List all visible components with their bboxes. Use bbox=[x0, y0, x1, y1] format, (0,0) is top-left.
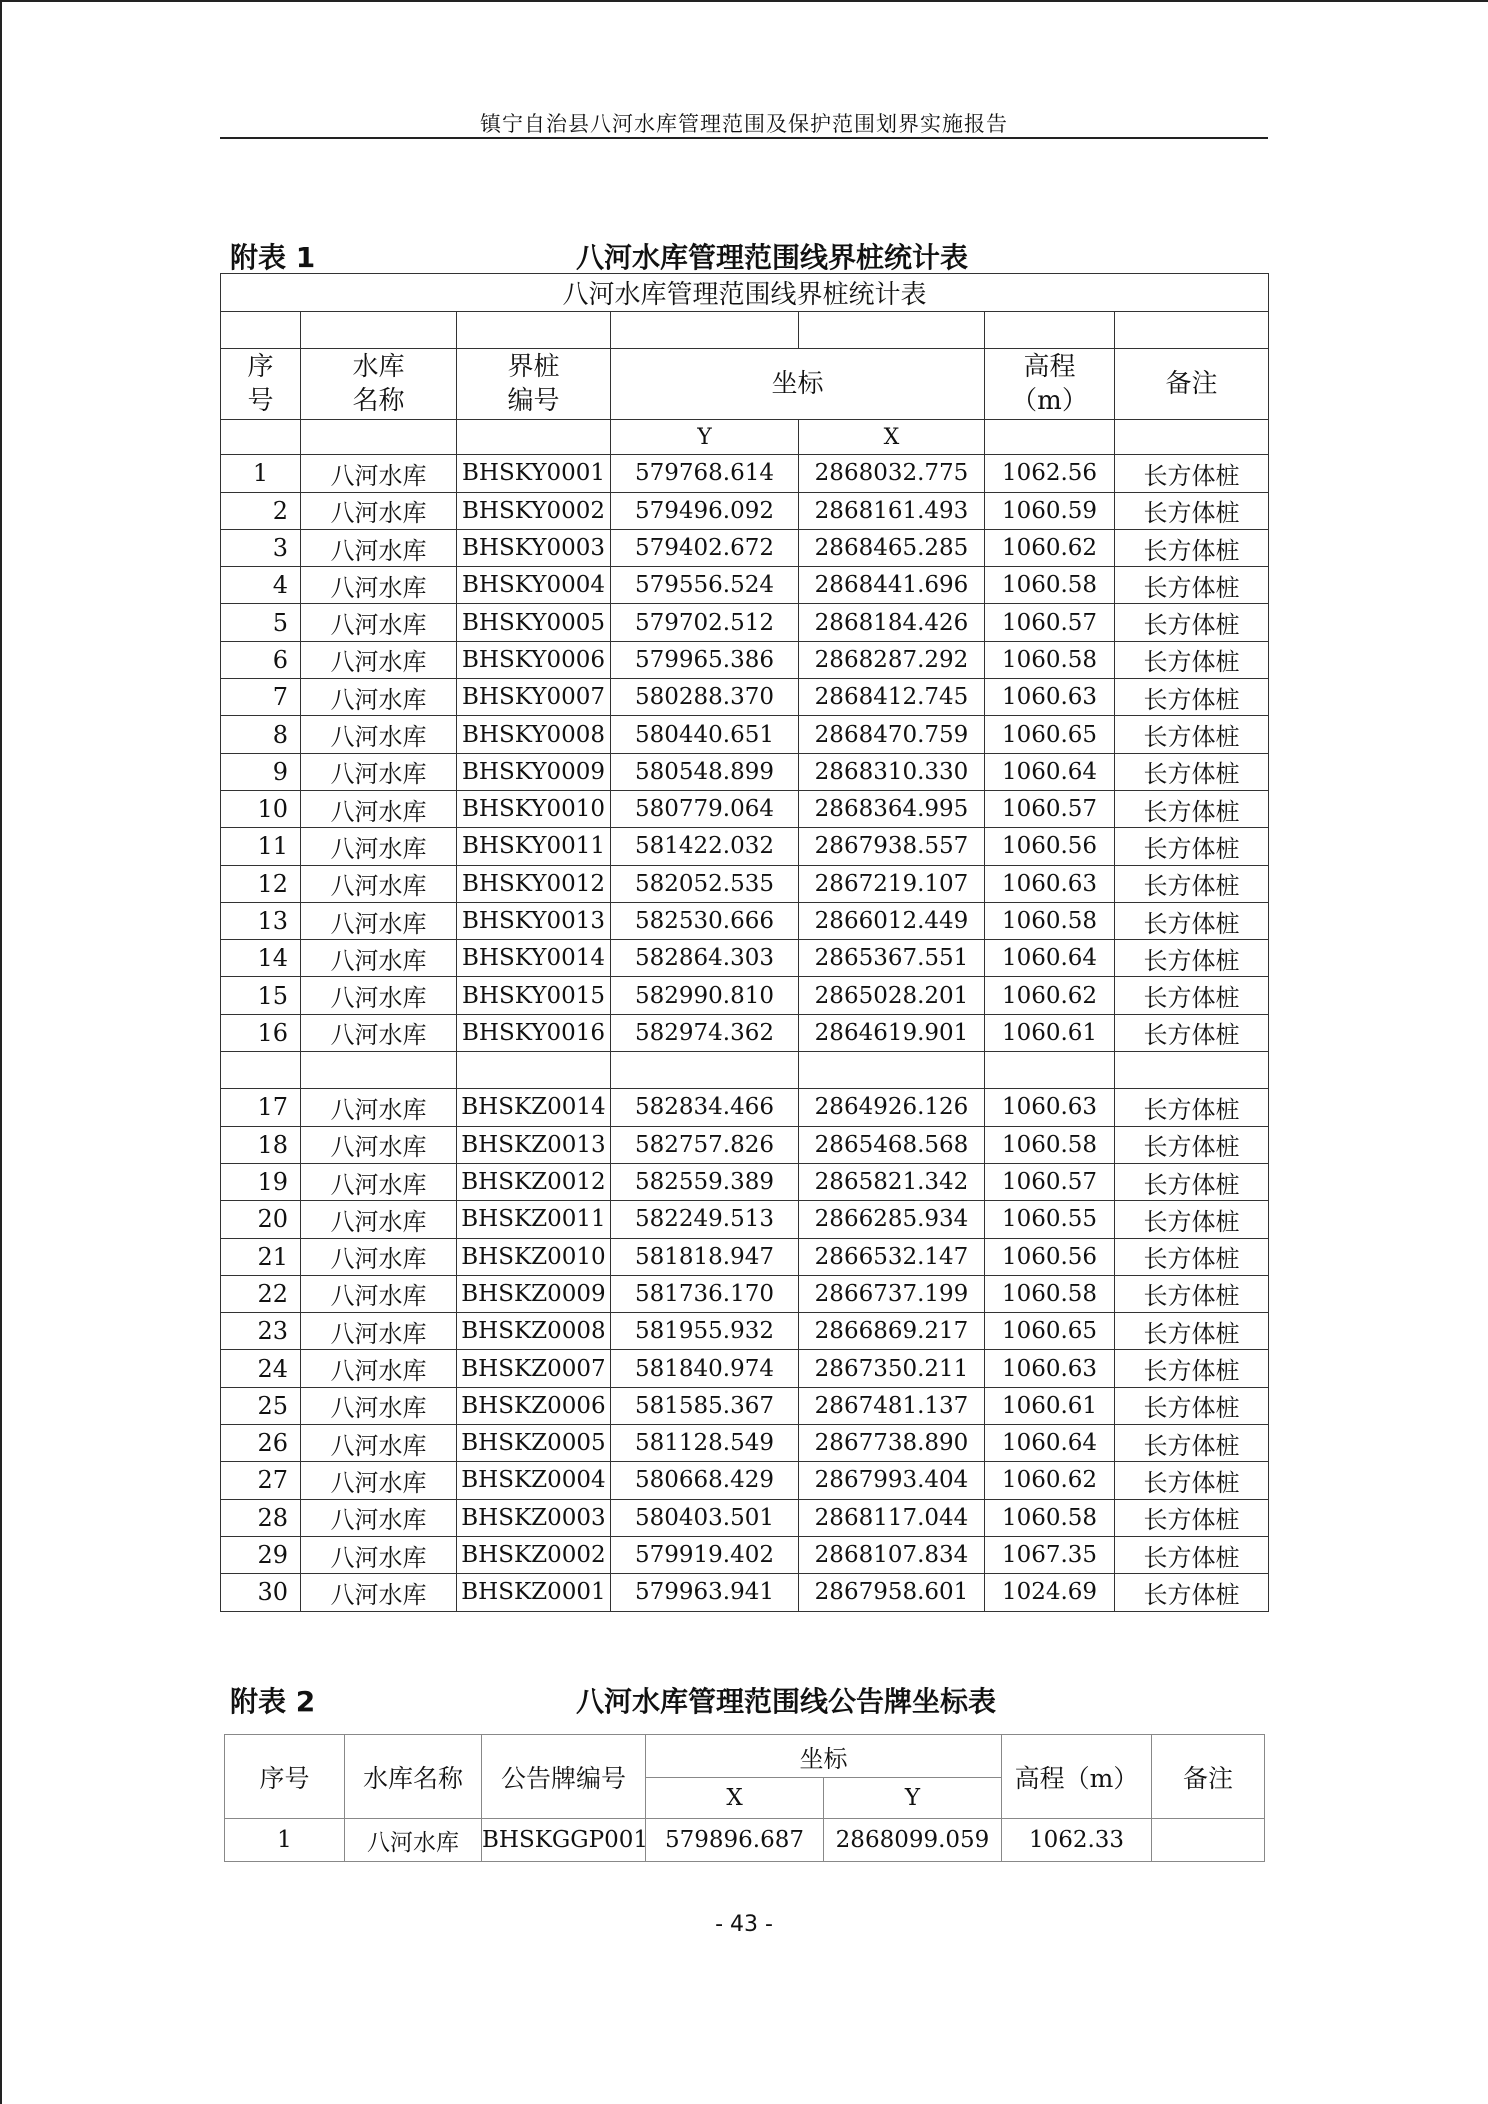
table-row bbox=[225, 1819, 1265, 1862]
cell-x: 2868107.834 bbox=[799, 1536, 985, 1573]
cell-note: 长方体桩 bbox=[1115, 828, 1269, 865]
blank-cell bbox=[985, 420, 1115, 455]
table-row bbox=[221, 1313, 1269, 1350]
t2-header-x: X bbox=[646, 1778, 824, 1819]
cell-y: 581955.932 bbox=[611, 1313, 799, 1350]
table-row bbox=[221, 529, 1269, 566]
cell-pile-id: BHSKY0004 bbox=[457, 567, 611, 604]
cell-x: 2868032.775 bbox=[799, 455, 985, 492]
t2-header-coord: 坐标 bbox=[646, 1735, 1002, 1778]
cell-reservoir: 八河水库 bbox=[301, 1089, 457, 1126]
cell-x: 2868117.044 bbox=[799, 1499, 985, 1536]
table1-caption: 八河水库管理范围线界桩统计表 bbox=[221, 274, 1269, 312]
cell-reservoir: 八河水库 bbox=[301, 679, 457, 716]
cell-y: 582757.826 bbox=[611, 1126, 799, 1163]
cell-elevation: 1060.65 bbox=[985, 1313, 1115, 1350]
cell-reservoir bbox=[301, 1052, 457, 1089]
cell-y: 579496.092 bbox=[611, 492, 799, 529]
sign-coordinate-table bbox=[224, 1734, 1265, 1862]
cell-seq: 5 bbox=[221, 604, 301, 641]
cell-pile-id: BHSKY0003 bbox=[457, 529, 611, 566]
cell-y: 582974.362 bbox=[611, 1014, 799, 1051]
table2-label: 附表 2 bbox=[230, 1685, 316, 1718]
cell-x: 2868184.426 bbox=[799, 604, 985, 641]
cell-x: 2866012.449 bbox=[799, 902, 985, 939]
cell-reservoir: 八河水库 bbox=[301, 641, 457, 678]
cell-y: 579919.402 bbox=[611, 1536, 799, 1573]
cell-x: 2865468.568 bbox=[799, 1126, 985, 1163]
cell-seq: 11 bbox=[221, 828, 301, 865]
pile-statistics-table bbox=[220, 273, 1269, 1612]
cell-reservoir: 八河水库 bbox=[301, 1387, 457, 1424]
cell-pile-id bbox=[457, 1052, 611, 1089]
cell-reservoir: 八河水库 bbox=[301, 902, 457, 939]
blank-cell bbox=[301, 312, 457, 349]
header-seq: 序号 bbox=[221, 349, 301, 420]
cell-seq: 19 bbox=[221, 1163, 301, 1200]
cell-x: 2868364.995 bbox=[799, 790, 985, 827]
blank-cell bbox=[799, 312, 985, 349]
cell-y: 582864.303 bbox=[611, 940, 799, 977]
cell-x: 2867958.601 bbox=[799, 1574, 985, 1611]
cell-y: 581422.032 bbox=[611, 828, 799, 865]
cell-elevation: 1060.57 bbox=[985, 1163, 1115, 1200]
cell-note: 长方体桩 bbox=[1115, 753, 1269, 790]
table2-title: 八河水库管理范围线公告牌坐标表 bbox=[576, 1685, 997, 1718]
cell-y: 579702.512 bbox=[611, 604, 799, 641]
table-row bbox=[221, 567, 1269, 604]
cell-note: 长方体桩 bbox=[1115, 902, 1269, 939]
header-coord: 坐标 bbox=[611, 349, 985, 420]
cell-elevation: 1060.56 bbox=[985, 1238, 1115, 1275]
table-row bbox=[221, 1536, 1269, 1573]
table-row bbox=[221, 902, 1269, 939]
cell-reservoir: 八河水库 bbox=[301, 455, 457, 492]
cell-reservoir: 八河水库 bbox=[301, 1499, 457, 1536]
cell-note: 长方体桩 bbox=[1115, 716, 1269, 753]
cell-note: 长方体桩 bbox=[1115, 790, 1269, 827]
cell-seq: 26 bbox=[221, 1425, 301, 1462]
header-x: X bbox=[799, 420, 985, 455]
cell-seq: 22 bbox=[221, 1275, 301, 1312]
page-left-border bbox=[0, 0, 2, 2104]
running-header: 镇宁自治县八河水库管理范围及保护范围划界实施报告 bbox=[480, 112, 1008, 136]
cell-seq: 27 bbox=[221, 1462, 301, 1499]
cell-seq: 1 bbox=[221, 455, 301, 492]
cell-pile-id: BHSKY0015 bbox=[457, 977, 611, 1014]
cell-elevation: 1060.61 bbox=[985, 1014, 1115, 1051]
cell-y: 582052.535 bbox=[611, 865, 799, 902]
cell-y: 582834.466 bbox=[611, 1089, 799, 1126]
t2-cell-sign-id: BHSKGGP001 bbox=[482, 1819, 646, 1862]
table-row bbox=[221, 1163, 1269, 1200]
cell-elevation: 1060.56 bbox=[985, 828, 1115, 865]
cell-y: 580403.501 bbox=[611, 1499, 799, 1536]
cell-elevation: 1060.59 bbox=[985, 492, 1115, 529]
cell-x bbox=[799, 1052, 985, 1089]
cell-pile-id: BHSKY0007 bbox=[457, 679, 611, 716]
cell-reservoir: 八河水库 bbox=[301, 1350, 457, 1387]
cell-y: 582559.389 bbox=[611, 1163, 799, 1200]
cell-x: 2868287.292 bbox=[799, 641, 985, 678]
cell-pile-id: BHSKZ0001 bbox=[457, 1574, 611, 1611]
cell-x: 2864619.901 bbox=[799, 1014, 985, 1051]
cell-y: 580288.370 bbox=[611, 679, 799, 716]
table-row bbox=[221, 977, 1269, 1014]
cell-y: 581585.367 bbox=[611, 1387, 799, 1424]
table1-title: 八河水库管理范围线界桩统计表 bbox=[576, 241, 969, 274]
cell-y: 581128.549 bbox=[611, 1425, 799, 1462]
cell-reservoir: 八河水库 bbox=[301, 604, 457, 641]
cell-elevation: 1024.69 bbox=[985, 1574, 1115, 1611]
cell-reservoir: 八河水库 bbox=[301, 1275, 457, 1312]
table-row bbox=[221, 1574, 1269, 1611]
cell-seq: 29 bbox=[221, 1536, 301, 1573]
cell-note: 长方体桩 bbox=[1115, 977, 1269, 1014]
cell-pile-id: BHSKZ0014 bbox=[457, 1089, 611, 1126]
cell-y: 581840.974 bbox=[611, 1350, 799, 1387]
cell-note: 长方体桩 bbox=[1115, 1536, 1269, 1573]
cell-y: 579963.941 bbox=[611, 1574, 799, 1611]
t2-cell-y: 2868099.059 bbox=[824, 1819, 1002, 1862]
cell-reservoir: 八河水库 bbox=[301, 865, 457, 902]
cell-seq: 3 bbox=[221, 529, 301, 566]
cell-pile-id: BHSKY0008 bbox=[457, 716, 611, 753]
cell-pile-id: BHSKZ0011 bbox=[457, 1201, 611, 1238]
cell-elevation: 1060.64 bbox=[985, 753, 1115, 790]
t2-header-y: Y bbox=[824, 1778, 1002, 1819]
table-row bbox=[221, 1238, 1269, 1275]
cell-elevation: 1060.58 bbox=[985, 1126, 1115, 1163]
t2-header-seq: 序号 bbox=[225, 1735, 345, 1819]
cell-x: 2866737.199 bbox=[799, 1275, 985, 1312]
cell-elevation: 1060.58 bbox=[985, 1499, 1115, 1536]
blank-cell bbox=[457, 312, 611, 349]
cell-pile-id: BHSKZ0013 bbox=[457, 1126, 611, 1163]
cell-elevation: 1060.58 bbox=[985, 641, 1115, 678]
cell-seq: 30 bbox=[221, 1574, 301, 1611]
cell-elevation: 1060.61 bbox=[985, 1387, 1115, 1424]
t2-header-elev: 高程（m） bbox=[1002, 1735, 1152, 1819]
cell-elevation: 1067.35 bbox=[985, 1536, 1115, 1573]
cell-note: 长方体桩 bbox=[1115, 940, 1269, 977]
header-pile: 界桩编号 bbox=[457, 349, 611, 420]
cell-note bbox=[1115, 1052, 1269, 1089]
cell-y: 579768.614 bbox=[611, 455, 799, 492]
blank-cell bbox=[221, 420, 301, 455]
table-row bbox=[221, 641, 1269, 678]
cell-reservoir: 八河水库 bbox=[301, 940, 457, 977]
cell-pile-id: BHSKZ0005 bbox=[457, 1425, 611, 1462]
table-row bbox=[221, 865, 1269, 902]
cell-pile-id: BHSKZ0008 bbox=[457, 1313, 611, 1350]
cell-x: 2865028.201 bbox=[799, 977, 985, 1014]
cell-pile-id: BHSKZ0006 bbox=[457, 1387, 611, 1424]
cell-reservoir: 八河水库 bbox=[301, 790, 457, 827]
cell-elevation: 1060.63 bbox=[985, 1089, 1115, 1126]
cell-x: 2867738.890 bbox=[799, 1425, 985, 1462]
cell-reservoir: 八河水库 bbox=[301, 529, 457, 566]
header-y: Y bbox=[611, 420, 799, 455]
cell-note: 长方体桩 bbox=[1115, 1313, 1269, 1350]
cell-note: 长方体桩 bbox=[1115, 865, 1269, 902]
table-row bbox=[221, 1425, 1269, 1462]
t2-header-reservoir: 水库名称 bbox=[345, 1735, 482, 1819]
cell-y: 579402.672 bbox=[611, 529, 799, 566]
cell-elevation: 1060.57 bbox=[985, 790, 1115, 827]
cell-seq: 2 bbox=[221, 492, 301, 529]
blank-cell bbox=[985, 312, 1115, 349]
cell-y: 580668.429 bbox=[611, 1462, 799, 1499]
cell-reservoir: 八河水库 bbox=[301, 1462, 457, 1499]
cell-elevation: 1060.65 bbox=[985, 716, 1115, 753]
cell-seq: 14 bbox=[221, 940, 301, 977]
cell-seq: 12 bbox=[221, 865, 301, 902]
cell-elevation: 1060.63 bbox=[985, 679, 1115, 716]
cell-y bbox=[611, 1052, 799, 1089]
blank-cell bbox=[611, 312, 799, 349]
cell-seq: 18 bbox=[221, 1126, 301, 1163]
cell-seq: 15 bbox=[221, 977, 301, 1014]
cell-elevation: 1060.58 bbox=[985, 902, 1115, 939]
cell-pile-id: BHSKZ0009 bbox=[457, 1275, 611, 1312]
table-row bbox=[221, 753, 1269, 790]
table-row bbox=[221, 679, 1269, 716]
cell-pile-id: BHSKZ0007 bbox=[457, 1350, 611, 1387]
cell-reservoir: 八河水库 bbox=[301, 1536, 457, 1573]
cell-elevation: 1060.57 bbox=[985, 604, 1115, 641]
cell-y: 582249.513 bbox=[611, 1201, 799, 1238]
cell-pile-id: BHSKZ0012 bbox=[457, 1163, 611, 1200]
cell-x: 2868470.759 bbox=[799, 716, 985, 753]
cell-note: 长方体桩 bbox=[1115, 455, 1269, 492]
cell-note: 长方体桩 bbox=[1115, 1238, 1269, 1275]
cell-note: 长方体桩 bbox=[1115, 492, 1269, 529]
header-reservoir: 水库名称 bbox=[301, 349, 457, 420]
table-row bbox=[221, 940, 1269, 977]
cell-reservoir: 八河水库 bbox=[301, 1425, 457, 1462]
cell-x: 2868161.493 bbox=[799, 492, 985, 529]
table-row bbox=[221, 1275, 1269, 1312]
cell-pile-id: BHSKY0013 bbox=[457, 902, 611, 939]
cell-elevation: 1060.62 bbox=[985, 1462, 1115, 1499]
cell-elevation: 1060.62 bbox=[985, 977, 1115, 1014]
cell-y: 581818.947 bbox=[611, 1238, 799, 1275]
table-row bbox=[221, 828, 1269, 865]
table-row bbox=[221, 1462, 1269, 1499]
blank-cell bbox=[457, 420, 611, 455]
cell-note: 长方体桩 bbox=[1115, 604, 1269, 641]
t2-cell-note bbox=[1152, 1819, 1265, 1862]
cell-note: 长方体桩 bbox=[1115, 1499, 1269, 1536]
page-top-border bbox=[0, 0, 1488, 2]
cell-pile-id: BHSKY0001 bbox=[457, 455, 611, 492]
cell-note: 长方体桩 bbox=[1115, 1462, 1269, 1499]
cell-pile-id: BHSKY0005 bbox=[457, 604, 611, 641]
cell-pile-id: BHSKZ0002 bbox=[457, 1536, 611, 1573]
cell-seq: 25 bbox=[221, 1387, 301, 1424]
cell-elevation: 1060.58 bbox=[985, 1275, 1115, 1312]
cell-reservoir: 八河水库 bbox=[301, 1201, 457, 1238]
cell-reservoir: 八河水库 bbox=[301, 567, 457, 604]
cell-elevation: 1060.63 bbox=[985, 1350, 1115, 1387]
table1-label: 附表 1 bbox=[230, 241, 316, 274]
cell-note: 长方体桩 bbox=[1115, 1014, 1269, 1051]
cell-pile-id: BHSKY0016 bbox=[457, 1014, 611, 1051]
header-note: 备注 bbox=[1115, 349, 1269, 420]
cell-pile-id: BHSKY0002 bbox=[457, 492, 611, 529]
cell-seq: 28 bbox=[221, 1499, 301, 1536]
cell-seq: 13 bbox=[221, 902, 301, 939]
cell-note: 长方体桩 bbox=[1115, 529, 1269, 566]
cell-reservoir: 八河水库 bbox=[301, 1313, 457, 1350]
header-elev: 高程（m） bbox=[985, 349, 1115, 420]
cell-seq: 10 bbox=[221, 790, 301, 827]
cell-seq: 24 bbox=[221, 1350, 301, 1387]
cell-elevation: 1060.64 bbox=[985, 940, 1115, 977]
cell-elevation: 1060.62 bbox=[985, 529, 1115, 566]
table-row bbox=[221, 1014, 1269, 1051]
cell-note: 长方体桩 bbox=[1115, 1275, 1269, 1312]
cell-pile-id: BHSKY0009 bbox=[457, 753, 611, 790]
cell-pile-id: BHSKY0006 bbox=[457, 641, 611, 678]
cell-note: 长方体桩 bbox=[1115, 641, 1269, 678]
t2-cell-elevation: 1062.33 bbox=[1002, 1819, 1152, 1862]
cell-note: 长方体桩 bbox=[1115, 1387, 1269, 1424]
cell-x: 2867219.107 bbox=[799, 865, 985, 902]
cell-x: 2865367.551 bbox=[799, 940, 985, 977]
cell-seq: 6 bbox=[221, 641, 301, 678]
cell-elevation: 1060.64 bbox=[985, 1425, 1115, 1462]
t2-header-sign: 公告牌编号 bbox=[482, 1735, 646, 1819]
t2-cell-reservoir: 八河水库 bbox=[345, 1819, 482, 1862]
table-row bbox=[221, 1350, 1269, 1387]
cell-y: 580440.651 bbox=[611, 716, 799, 753]
cell-note: 长方体桩 bbox=[1115, 1201, 1269, 1238]
blank-cell bbox=[301, 420, 457, 455]
cell-x: 2864926.126 bbox=[799, 1089, 985, 1126]
cell-x: 2868310.330 bbox=[799, 753, 985, 790]
cell-reservoir: 八河水库 bbox=[301, 1238, 457, 1275]
cell-x: 2868465.285 bbox=[799, 529, 985, 566]
cell-note: 长方体桩 bbox=[1115, 1574, 1269, 1611]
cell-x: 2867481.137 bbox=[799, 1387, 985, 1424]
cell-note: 长方体桩 bbox=[1115, 1425, 1269, 1462]
table-row bbox=[221, 1052, 1269, 1089]
cell-seq: 20 bbox=[221, 1201, 301, 1238]
cell-x: 2867350.211 bbox=[799, 1350, 985, 1387]
cell-x: 2866532.147 bbox=[799, 1238, 985, 1275]
blank-cell bbox=[221, 312, 301, 349]
cell-note: 长方体桩 bbox=[1115, 567, 1269, 604]
cell-pile-id: BHSKZ0010 bbox=[457, 1238, 611, 1275]
cell-x: 2865821.342 bbox=[799, 1163, 985, 1200]
cell-pile-id: BHSKY0012 bbox=[457, 865, 611, 902]
cell-elevation bbox=[985, 1052, 1115, 1089]
cell-y: 582990.810 bbox=[611, 977, 799, 1014]
cell-note: 长方体桩 bbox=[1115, 1126, 1269, 1163]
blank-cell bbox=[1115, 312, 1269, 349]
table-row bbox=[221, 455, 1269, 492]
cell-x: 2868441.696 bbox=[799, 567, 985, 604]
t2-cell-seq: 1 bbox=[225, 1819, 345, 1862]
cell-reservoir: 八河水库 bbox=[301, 492, 457, 529]
cell-y: 581736.170 bbox=[611, 1275, 799, 1312]
cell-elevation: 1060.55 bbox=[985, 1201, 1115, 1238]
cell-seq: 4 bbox=[221, 567, 301, 604]
cell-reservoir: 八河水库 bbox=[301, 1163, 457, 1200]
table-row bbox=[221, 790, 1269, 827]
table-row bbox=[221, 492, 1269, 529]
cell-note: 长方体桩 bbox=[1115, 1163, 1269, 1200]
cell-seq: 21 bbox=[221, 1238, 301, 1275]
cell-y: 580548.899 bbox=[611, 753, 799, 790]
cell-y: 582530.666 bbox=[611, 902, 799, 939]
cell-reservoir: 八河水库 bbox=[301, 977, 457, 1014]
table-row bbox=[221, 1201, 1269, 1238]
cell-reservoir: 八河水库 bbox=[301, 1014, 457, 1051]
page-number: - 43 - bbox=[715, 1912, 773, 1937]
cell-note: 长方体桩 bbox=[1115, 1089, 1269, 1126]
cell-x: 2867993.404 bbox=[799, 1462, 985, 1499]
cell-reservoir: 八河水库 bbox=[301, 716, 457, 753]
t2-cell-x: 579896.687 bbox=[646, 1819, 824, 1862]
cell-reservoir: 八河水库 bbox=[301, 1574, 457, 1611]
cell-seq: 23 bbox=[221, 1313, 301, 1350]
table-row bbox=[221, 1499, 1269, 1536]
cell-pile-id: BHSKY0011 bbox=[457, 828, 611, 865]
table-row bbox=[221, 1126, 1269, 1163]
table-row bbox=[221, 1387, 1269, 1424]
blank-cell bbox=[1115, 420, 1269, 455]
cell-elevation: 1062.56 bbox=[985, 455, 1115, 492]
cell-reservoir: 八河水库 bbox=[301, 753, 457, 790]
cell-seq: 17 bbox=[221, 1089, 301, 1126]
cell-y: 579965.386 bbox=[611, 641, 799, 678]
cell-elevation: 1060.58 bbox=[985, 567, 1115, 604]
cell-pile-id: BHSKZ0003 bbox=[457, 1499, 611, 1536]
cell-seq: 7 bbox=[221, 679, 301, 716]
cell-seq bbox=[221, 1052, 301, 1089]
cell-y: 579556.524 bbox=[611, 567, 799, 604]
table-row bbox=[221, 1089, 1269, 1126]
cell-seq: 9 bbox=[221, 753, 301, 790]
t2-header-note: 备注 bbox=[1152, 1735, 1265, 1819]
table-row bbox=[221, 716, 1269, 753]
table-row bbox=[221, 604, 1269, 641]
cell-reservoir: 八河水库 bbox=[301, 1126, 457, 1163]
cell-note: 长方体桩 bbox=[1115, 679, 1269, 716]
cell-x: 2866869.217 bbox=[799, 1313, 985, 1350]
cell-seq: 8 bbox=[221, 716, 301, 753]
cell-pile-id: BHSKZ0004 bbox=[457, 1462, 611, 1499]
cell-pile-id: BHSKY0010 bbox=[457, 790, 611, 827]
cell-reservoir: 八河水库 bbox=[301, 828, 457, 865]
header-rule bbox=[220, 137, 1268, 139]
cell-note: 长方体桩 bbox=[1115, 1350, 1269, 1387]
cell-y: 580779.064 bbox=[611, 790, 799, 827]
cell-elevation: 1060.63 bbox=[985, 865, 1115, 902]
cell-x: 2868412.745 bbox=[799, 679, 985, 716]
cell-x: 2866285.934 bbox=[799, 1201, 985, 1238]
cell-x: 2867938.557 bbox=[799, 828, 985, 865]
cell-pile-id: BHSKY0014 bbox=[457, 940, 611, 977]
cell-seq: 16 bbox=[221, 1014, 301, 1051]
